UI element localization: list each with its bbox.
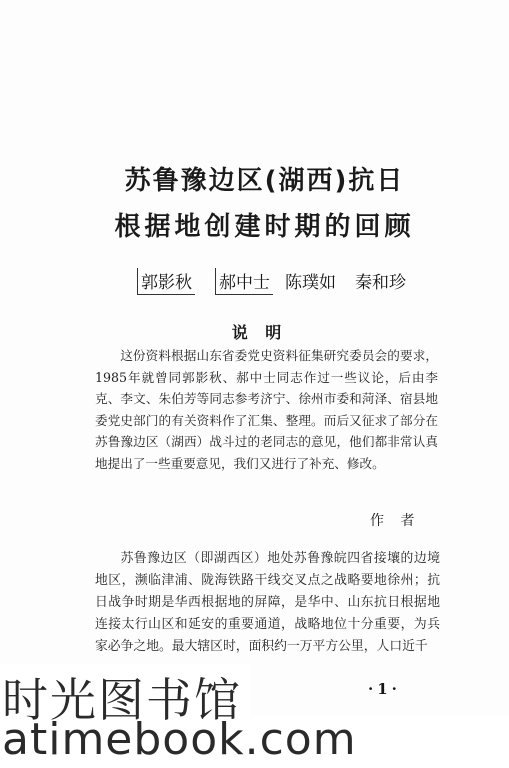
page-number: ·1·	[368, 680, 401, 698]
watermark-site-url: atimebook.com	[2, 714, 357, 765]
document-title-line2: 根据地创建时期的回顾	[114, 212, 415, 242]
document-title-line1: 苏鲁豫边区(湖西)抗日	[124, 166, 405, 196]
explanation-paragraph: 这份资料根据山东省委党史资料征集研究委员会的要求，1985年就曾同郭影秋、郝中士同志作过一些议论，后由李克、李文、朱伯芳等同志参考济宁、徐州市委和菏泽、宿县地委党史部门的有关资料作了汇集、整理。而后又征求了部分在苏鲁豫边区（湖西）战斗过的老同志的意见，他们都非常认真地提出了一些重要意见，我们又进行了补充、修改。	[95, 348, 438, 471]
author-name: 秦和珍	[355, 273, 406, 293]
author-name: 郭影秋	[137, 268, 195, 295]
author-name: 陈璞如	[285, 273, 336, 293]
signature: 作 者	[370, 513, 421, 529]
section-heading: 说 明	[231, 323, 288, 342]
author-list	[135, 268, 435, 298]
main-paragraph: 苏鲁豫边区（即湖西区）地处苏鲁豫皖四省接壤的边境地区，濒临津浦、陇海铁路干线交叉点之战略要地徐州；抗日战争时期是华西根据地的屏障，是华中、山东抗日根据地连接太行山区和延安的重要通道，战略地位十分重要，为兵家必争之地。最大辖区时，面积约一万平方公里，人口近千	[95, 551, 440, 654]
author-name: 郝中士	[215, 268, 273, 295]
watermark-site-name: 时光图书馆	[2, 673, 242, 727]
